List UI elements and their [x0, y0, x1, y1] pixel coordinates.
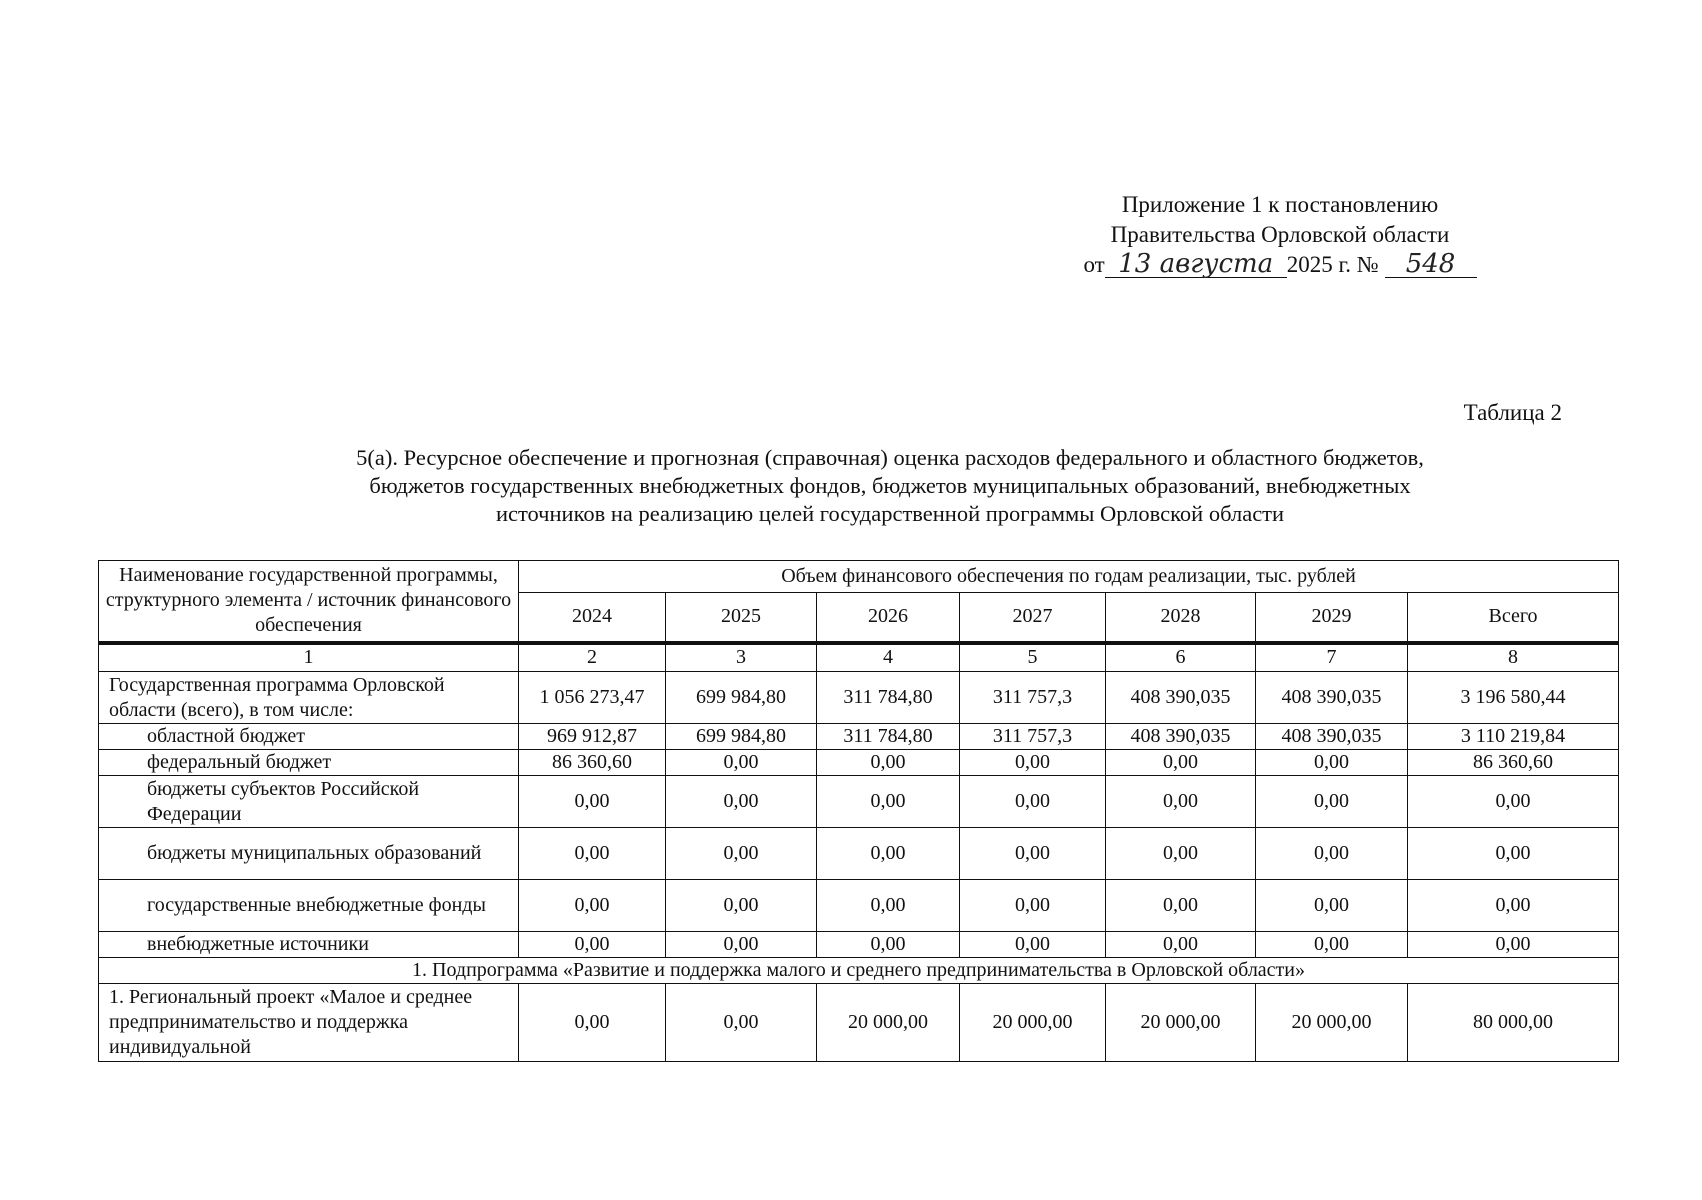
col-number: 1: [99, 643, 519, 672]
project-value: 0,00: [666, 984, 817, 1062]
row-value: 0,00: [1256, 932, 1408, 958]
col-number: 3: [666, 643, 817, 672]
year-header: 2027: [960, 593, 1106, 643]
table-row: [99, 724, 1619, 750]
row-value: 0,00: [1408, 932, 1619, 958]
appendix-line-1: Приложение 1 к постановлению: [1121, 192, 1439, 217]
document-title: [200, 444, 1580, 528]
col-number: 2: [519, 643, 666, 672]
row-value: 0,00: [666, 828, 817, 880]
row-value: 699 984,80: [666, 724, 817, 750]
table-row: [99, 672, 1619, 724]
row-value: 0,00: [1106, 750, 1256, 776]
project-value: 0,00: [519, 984, 666, 1062]
project-row: [99, 984, 1619, 1062]
year-header: 2024: [519, 593, 666, 643]
project-value: 20 000,00: [1256, 984, 1408, 1062]
row-value: 0,00: [960, 776, 1106, 828]
row-value: 0,00: [817, 750, 960, 776]
row-value: 1 056 273,47: [519, 672, 666, 724]
row-value: 86 360,60: [1408, 750, 1619, 776]
project-value: 20 000,00: [817, 984, 960, 1062]
row-value: 3 196 580,44: [1408, 672, 1619, 724]
row-value: 0,00: [1106, 880, 1256, 932]
row-value: 699 984,80: [666, 672, 817, 724]
col-number: 5: [960, 643, 1106, 672]
volume-header: Объем финансового обеспечения по годам реализации, тыс. рублей: [519, 561, 1619, 593]
col-number: 6: [1106, 643, 1256, 672]
handwritten-number: 548: [1385, 251, 1477, 278]
row-value: 408 390,035: [1256, 672, 1408, 724]
table-row: [99, 750, 1619, 776]
row-value: 408 390,035: [1106, 724, 1256, 750]
table-label: Таблица 2: [1463, 400, 1562, 425]
row-value: 0,00: [817, 828, 960, 880]
table-row: [99, 880, 1619, 932]
subprogram-title: 1. Подпрограмма «Развитие и поддержка малого и среднего предпринимательства в Орловской области»: [99, 958, 1619, 984]
row-value: 0,00: [960, 932, 1106, 958]
financing-table: [98, 560, 1619, 1062]
table-row: [99, 932, 1619, 958]
row-name: бюджеты субъектов Российской Федерации: [99, 776, 519, 828]
col-number: 7: [1256, 643, 1408, 672]
row-value: 0,00: [519, 932, 666, 958]
row-name: внебюджетные источники: [99, 932, 519, 958]
row-value: 408 390,035: [1106, 672, 1256, 724]
project-value: 20 000,00: [1106, 984, 1256, 1062]
col-number: 8: [1408, 643, 1619, 672]
row-value: 0,00: [1256, 828, 1408, 880]
row-value: 0,00: [1256, 880, 1408, 932]
row-value: 0,00: [1256, 776, 1408, 828]
title-line-1: 5(а). Ресурсное обеспечение и прогнозная (справочная) оценка расходов федерального и областного бюджетов,: [356, 445, 1424, 470]
row-value: 0,00: [817, 776, 960, 828]
row-value: 311 784,80: [817, 724, 960, 750]
row-name: федеральный бюджет: [99, 750, 519, 776]
year-header: 2025: [666, 593, 817, 643]
row-value: 0,00: [1256, 750, 1408, 776]
column-number-row: [99, 643, 1619, 672]
row-value: 0,00: [519, 828, 666, 880]
row-value: 0,00: [519, 776, 666, 828]
table-row: [99, 828, 1619, 880]
row-value: 0,00: [1408, 828, 1619, 880]
row-value: 0,00: [960, 880, 1106, 932]
project-value: 20 000,00: [960, 984, 1106, 1062]
row-value: 0,00: [817, 932, 960, 958]
subprogram-row: [99, 958, 1619, 984]
appendix-block: [1060, 190, 1500, 280]
row-value: 311 784,80: [817, 672, 960, 724]
title-line-3: источников на реализацию целей государственной программы Орловской области: [495, 501, 1285, 526]
year-text: 2025 г. №: [1286, 252, 1379, 277]
appendix-line-3: [1060, 250, 1500, 280]
row-name: бюджеты муниципальных образований: [99, 828, 519, 880]
row-name: государственные внебюджетные фонды: [99, 880, 519, 932]
from-prefix: от: [1083, 252, 1105, 277]
project-value: 80 000,00: [1408, 984, 1619, 1062]
row-value: 0,00: [666, 750, 817, 776]
handwritten-date: 13 августа: [1105, 251, 1287, 278]
year-header: 2026: [817, 593, 960, 643]
row-value: 0,00: [817, 880, 960, 932]
header-row-1: [99, 561, 1619, 593]
row-value: 0,00: [1106, 932, 1256, 958]
row-name: областной бюджет: [99, 724, 519, 750]
row-value: 408 390,035: [1256, 724, 1408, 750]
row-value: 0,00: [1408, 776, 1619, 828]
row-value: 86 360,60: [519, 750, 666, 776]
row-value: 0,00: [519, 880, 666, 932]
row-value: 0,00: [666, 932, 817, 958]
row-value: 0,00: [666, 880, 817, 932]
total-header: Всего: [1408, 593, 1619, 643]
row-value: 311 757,3: [960, 724, 1106, 750]
project-name: 1. Региональный проект «Малое и среднее предпринимательство и поддержка индивидуальной: [99, 984, 519, 1062]
row-value: 311 757,3: [960, 672, 1106, 724]
row-value: 3 110 219,84: [1408, 724, 1619, 750]
row-value: 0,00: [666, 776, 817, 828]
year-header: 2028: [1106, 593, 1256, 643]
table-row: [99, 776, 1619, 828]
row-value: 0,00: [1106, 828, 1256, 880]
row-value: 0,00: [1106, 776, 1256, 828]
title-line-2: бюджетов государственных внебюджетных фондов, бюджетов муниципальных образований, внебюджетных: [369, 473, 1411, 498]
row-value: 0,00: [960, 828, 1106, 880]
appendix-line-2: Правительства Орловской области: [1110, 222, 1450, 247]
row-value: 0,00: [960, 750, 1106, 776]
row-name: Государственная программа Орловской области (всего), в том числе:: [99, 672, 519, 724]
row-value: 0,00: [1408, 880, 1619, 932]
col-number: 4: [817, 643, 960, 672]
row-value: 969 912,87: [519, 724, 666, 750]
name-header: Наименование государственной программы, структурного элемента / источник финансового обеспечения: [99, 561, 519, 643]
year-header: 2029: [1256, 593, 1408, 643]
